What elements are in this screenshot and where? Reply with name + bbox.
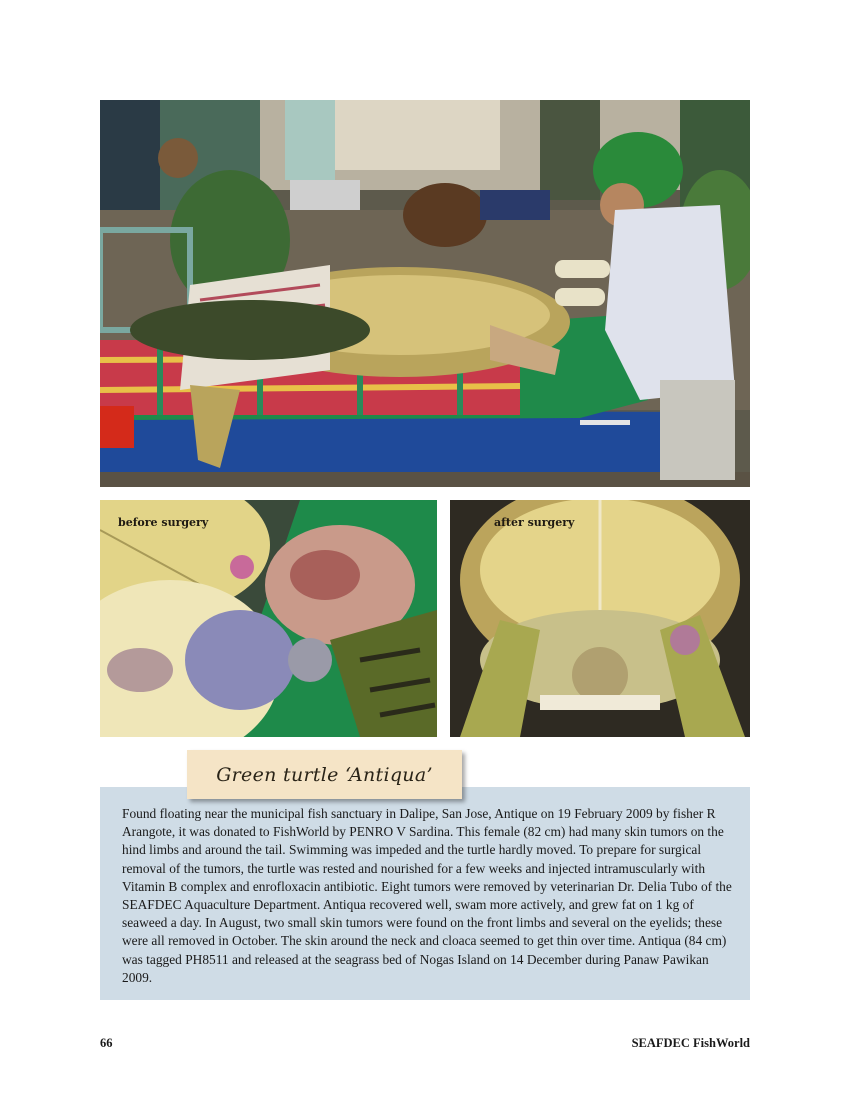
photo-main-illustration [100,100,750,487]
photo-turtle-surgery-table [100,100,750,487]
publication-name: SEAFDEC FishWorld [631,1036,750,1050]
photo-after-illustration [450,500,750,737]
before-surgery-label: before surgery [118,516,209,529]
after-surgery-label: after surgery [494,516,575,529]
photo-before-surgery [100,500,437,737]
title-box [187,750,462,799]
photo-before-illustration [100,500,437,737]
photo-after-surgery [450,500,750,737]
article-title: Green turtle ‘Antiqua’ [216,763,433,786]
page-number: 66 [100,1036,113,1050]
caption-text: Found floating near the municipal fish sanctuary in Dalipe, San Jose, Antique on 19 February 2009 by fisher R Arangote, it was donated to FishWorld by PENRO V Sardina. This female (82 cm) had many skin tumors on the hind limbs and around the tail. Swimming was impeded and the turtle hardly moved. To prepare for surgical removal of the tumors, the turtle was rested and nourished for a few weeks and injected intramuscularly with Vitamin B complex and enrofloxacin antibiotic. Eight tumors were removed by veterinarian Dr. Delia Tubo of the SEAFDEC Aquaculture Department. Antiqua recovered well, swam more actively, and grew fat on 1 kg of seaweed a day. In August, two small skin tumors were found on the front limbs and several on the eyelids; these were all removed in October. The skin around the neck and cloaca seemed to get thin over time. Antiqua (84 cm) was tagged PH8511 and released at the seagrass bed of Nogas Island on 14 December during Panaw Pawikan 2009. [122,806,732,985]
